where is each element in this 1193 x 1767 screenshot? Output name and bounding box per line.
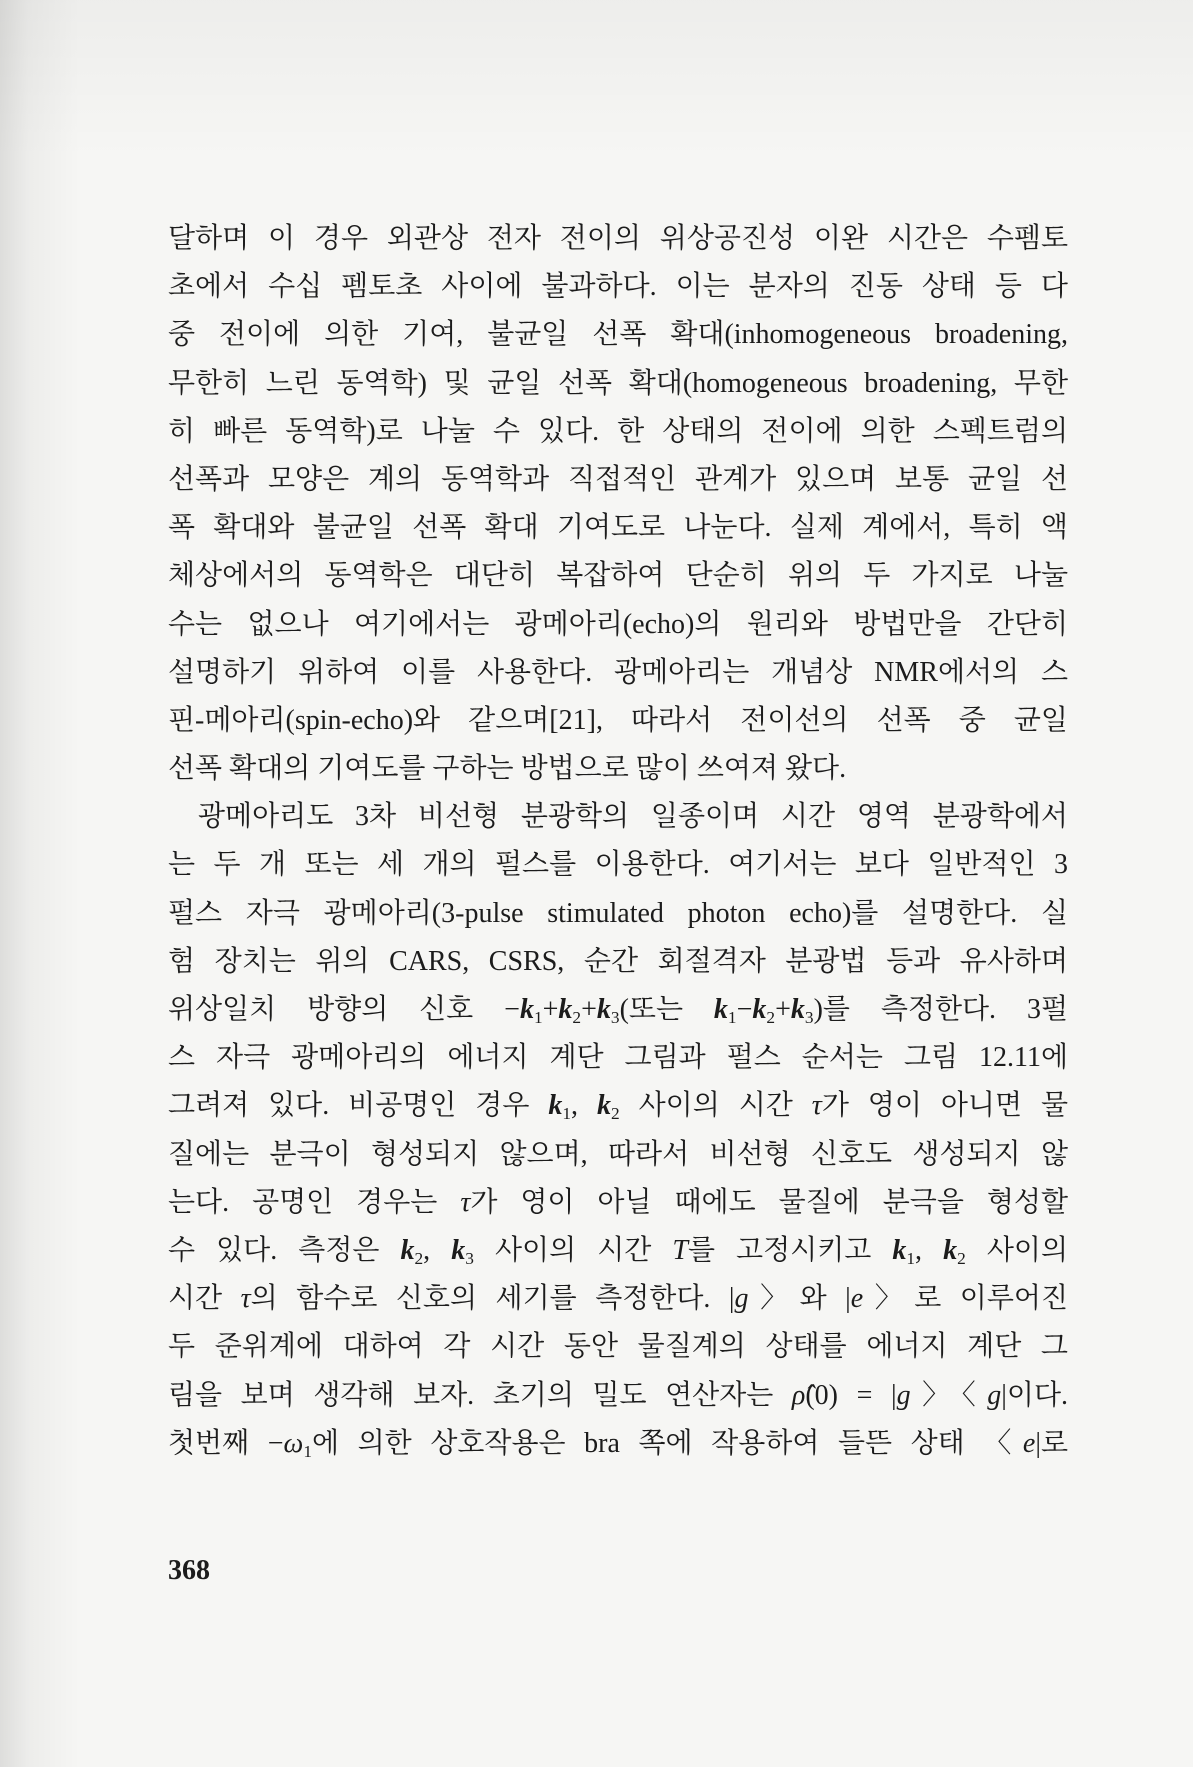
text-line bbox=[168, 552, 1068, 600]
text-run: 체상에서의 동역학은 대단히 복잡하여 단순히 위의 두 가지로 나눌 bbox=[168, 560, 1068, 592]
math-symbol: k bbox=[892, 1234, 907, 1266]
text-run: 중 전이에 의한 기여, 불균일 선폭 확대(inhomogeneous broadening, bbox=[168, 319, 1068, 351]
subscript: 1 bbox=[303, 1441, 312, 1461]
body-text bbox=[168, 215, 1068, 1468]
text-run: 펄스 자극 광메아리(3-pulse stimulated photon echo)를 설명한다. 실 bbox=[168, 897, 1068, 929]
text-run: 달하며 이 경우 외관상 전자 전이의 위상공진성 이완 시간은 수펨토 bbox=[168, 223, 1068, 254]
subscript: 2 bbox=[610, 1104, 620, 1124]
text-run: )를 측정한다. 3펄 bbox=[813, 994, 1068, 1025]
text-line bbox=[168, 1131, 1068, 1179]
subscript: 1 bbox=[906, 1248, 916, 1268]
text-run: , bbox=[423, 1234, 452, 1266]
text-line bbox=[168, 1034, 1068, 1082]
text-line bbox=[168, 1420, 1068, 1468]
text-line bbox=[168, 408, 1068, 456]
subscript: 1 bbox=[562, 1104, 572, 1124]
math-symbol: e bbox=[850, 1283, 864, 1315]
math-symbol: τ bbox=[240, 1283, 251, 1315]
text-run: 가 영이 아닐 때에도 물질에 분극을 형성할 bbox=[470, 1186, 1068, 1218]
text-run: 는다. 공명인 경우는 bbox=[168, 1186, 461, 1218]
text-line bbox=[168, 1323, 1068, 1371]
math-symbol: k bbox=[713, 994, 728, 1025]
math-symbol: k bbox=[558, 994, 573, 1025]
text-line bbox=[168, 649, 1068, 697]
text-line bbox=[168, 360, 1068, 408]
subscript: 1 bbox=[727, 1007, 737, 1027]
text-run: 선폭과 모양은 계의 동역학과 직접적인 관계가 있으며 보통 균일 선 bbox=[168, 463, 1068, 495]
text-run: (또는 bbox=[619, 994, 714, 1025]
text-line bbox=[168, 263, 1068, 311]
text-run: 〉와 | bbox=[748, 1283, 851, 1315]
text-line bbox=[168, 504, 1068, 552]
page-number: 368 bbox=[168, 1555, 210, 1586]
text-run: 두 준위계에 대하여 각 시간 동안 물질계의 상태를 에너지 계단 그 bbox=[168, 1331, 1068, 1363]
text-run: + bbox=[775, 994, 791, 1025]
math-symbol: ω bbox=[283, 1427, 304, 1459]
text-run: 사이의 bbox=[965, 1234, 1068, 1266]
text-run: 첫번째 − bbox=[168, 1427, 284, 1459]
text-line bbox=[168, 938, 1068, 986]
text-run: 의 함수로 신호의 세기를 측정한다. | bbox=[250, 1283, 735, 1315]
text-run: 초에서 수십 펨토초 사이에 불과하다. 이는 분자의 진동 상태 등 다 bbox=[168, 271, 1068, 303]
text-run: 폭 확대와 불균일 선폭 확대 기여도로 나눈다. 실제 계에서, 특히 액 bbox=[168, 512, 1068, 544]
math-symbol: τ bbox=[460, 1186, 471, 1218]
text-run: 선폭 확대의 기여도를 구하는 방법으로 많이 쓰여져 왔다. bbox=[168, 753, 847, 785]
text-line bbox=[168, 215, 1068, 263]
text-run: |로 bbox=[1035, 1427, 1068, 1459]
text-line bbox=[168, 697, 1068, 745]
subscript: 3 bbox=[610, 1007, 620, 1027]
subscript: 2 bbox=[414, 1248, 424, 1268]
text-run: 는 두 개 또는 세 개의 펄스를 이용한다. 여기서는 보다 일반적인 3 bbox=[168, 849, 1068, 881]
text-run: 광메아리도 3차 비선형 분광학의 일종이며 시간 영역 분광학에서 bbox=[198, 801, 1068, 833]
math-symbol: k bbox=[451, 1234, 466, 1266]
math-symbol: T bbox=[672, 1234, 688, 1266]
subscript: 1 bbox=[533, 1007, 543, 1027]
math-symbol: τ bbox=[811, 1090, 822, 1122]
math-symbol: k bbox=[790, 994, 805, 1025]
text-run: 사이의 시간 bbox=[473, 1234, 673, 1266]
text-run: 스 자극 광메아리의 에너지 계단 그림과 펄스 순서는 그림 12.11에 bbox=[168, 1042, 1068, 1074]
text-run: 무한히 느린 동역학) 및 균일 선폭 확대(homogeneous broadening, 무한 bbox=[168, 367, 1068, 399]
paragraph bbox=[168, 793, 1068, 1468]
subscript: 2 bbox=[572, 1007, 582, 1027]
text-run: 〉로 이루어진 bbox=[863, 1283, 1068, 1315]
math-symbol: k bbox=[943, 1234, 958, 1266]
text-run: 〉〈 bbox=[910, 1379, 988, 1411]
text-line bbox=[168, 745, 1068, 793]
text-run: , bbox=[571, 1090, 597, 1122]
text-run: 설명하기 위하여 이를 사용한다. 광메아리는 개념상 NMR에서의 스 bbox=[168, 656, 1068, 688]
text-line bbox=[168, 1179, 1068, 1227]
text-line bbox=[168, 1275, 1068, 1323]
subscript: 2 bbox=[766, 1007, 776, 1027]
text-line bbox=[168, 793, 1068, 841]
text-run: 그려져 있다. 비공명인 경우 bbox=[168, 1090, 549, 1122]
math-symbol: g bbox=[987, 1379, 1002, 1411]
subscript: 3 bbox=[465, 1248, 474, 1268]
text-run: 수는 없으나 여기에서는 광메아리(echo)의 원리와 방법만을 간단히 bbox=[168, 608, 1068, 640]
math-symbol: ρ̂ bbox=[791, 1379, 806, 1411]
math-symbol: k bbox=[548, 1090, 563, 1122]
text-line bbox=[168, 890, 1068, 938]
text-run: 를 고정시키고 bbox=[687, 1234, 893, 1266]
text-run: 사이의 시간 bbox=[619, 1090, 812, 1122]
math-symbol: g bbox=[896, 1379, 911, 1411]
text-line bbox=[168, 456, 1068, 504]
text-run: 가 영이 아니면 물 bbox=[821, 1090, 1068, 1122]
text-line bbox=[168, 841, 1068, 889]
text-run: 위상일치 방향의 신호 − bbox=[168, 994, 520, 1025]
math-symbol: e bbox=[1022, 1427, 1036, 1459]
math-symbol: k bbox=[752, 994, 767, 1025]
text-run: + bbox=[542, 994, 559, 1025]
text-run: |이다. bbox=[1001, 1379, 1068, 1411]
math-symbol: k bbox=[596, 994, 611, 1025]
text-run: 핀-메아리(spin-echo)와 같으며[21], 따라서 전이선의 선폭 중 균일 bbox=[168, 704, 1068, 736]
subscript: 3 bbox=[804, 1007, 814, 1027]
text-run: , bbox=[915, 1234, 944, 1266]
text-run: 히 빠른 동역학)로 나눌 수 있다. 한 상태의 전이에 의한 스펙트럼의 bbox=[168, 415, 1068, 447]
subscript: 2 bbox=[957, 1248, 966, 1268]
text-run: 시간 bbox=[168, 1283, 241, 1315]
text-run: − bbox=[736, 994, 753, 1025]
text-run: + bbox=[581, 994, 597, 1025]
text-line bbox=[168, 1372, 1068, 1420]
text-run: 험 장치는 위의 CARS, CSRS, 순간 회절격자 분광법 등과 유사하며 bbox=[168, 945, 1068, 977]
text-line bbox=[168, 601, 1068, 649]
text-line bbox=[168, 1227, 1068, 1275]
math-symbol: k bbox=[519, 994, 534, 1025]
text-line bbox=[168, 986, 1068, 1034]
text-run: 림을 보며 생각해 보자. 초기의 밀도 연산자는 bbox=[168, 1379, 792, 1411]
text-run: 에 의한 상호작용은 bra 쪽에 작용하여 들뜬 상태 〈 bbox=[312, 1427, 1023, 1459]
text-line bbox=[168, 311, 1068, 359]
text-run: 수 있다. 측정은 bbox=[168, 1234, 401, 1266]
math-symbol: k bbox=[400, 1234, 415, 1266]
text-run: (0) = | bbox=[805, 1379, 897, 1411]
text-run: 질에는 분극이 형성되지 않으며, 따라서 비선형 신호도 생성되지 않 bbox=[168, 1138, 1068, 1170]
paragraph bbox=[168, 215, 1068, 793]
math-symbol: g bbox=[734, 1283, 749, 1315]
text-line bbox=[168, 1082, 1068, 1130]
math-symbol: k bbox=[596, 1090, 611, 1122]
